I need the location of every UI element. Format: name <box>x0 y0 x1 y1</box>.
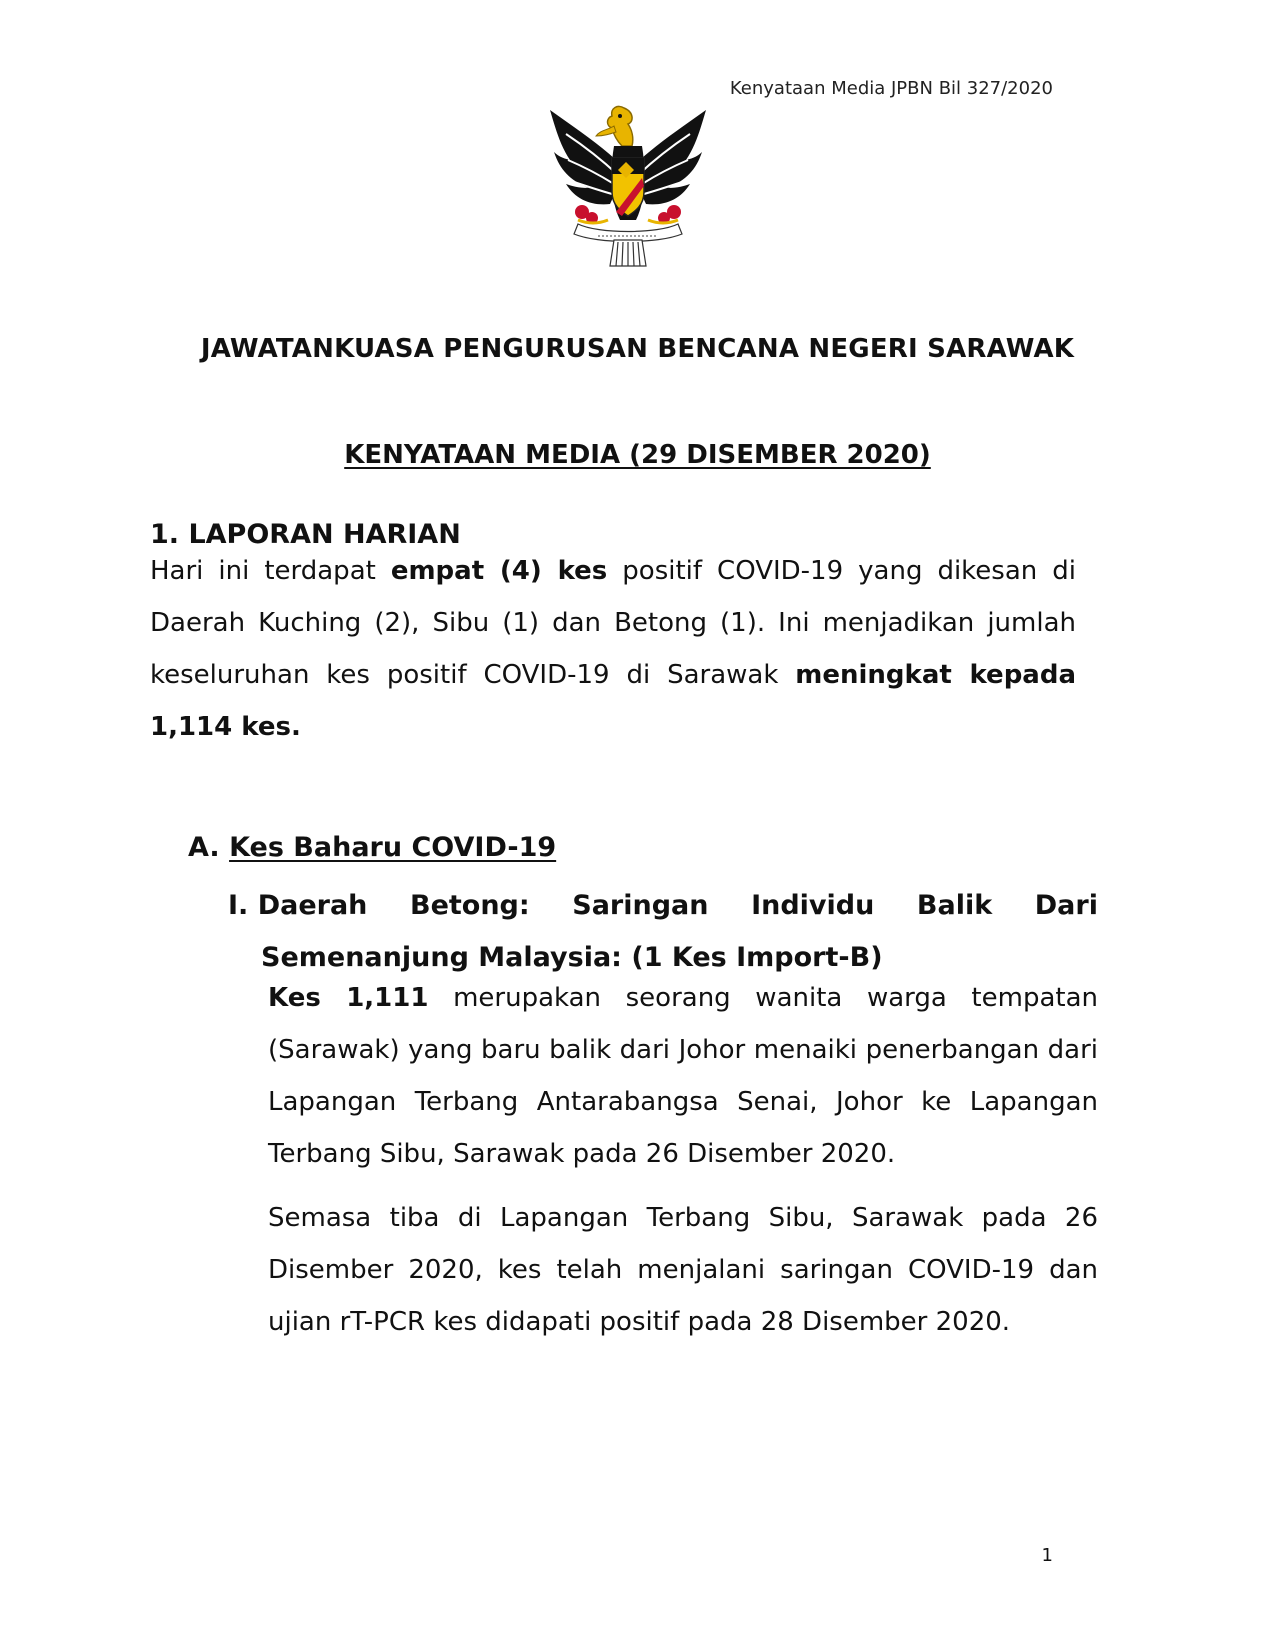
subsection-prefix: A. <box>188 832 230 863</box>
organisation-title: JAWATANKUASA PENGURUSAN BENCANA NEGERI SARAWAK <box>200 334 1075 364</box>
heading-word: I. Daerah <box>228 890 368 921</box>
heading-word: Balik <box>916 890 993 921</box>
case-paragraph-1 <box>268 972 1098 1180</box>
subsection-a-heading <box>188 832 556 863</box>
page-number: 1 <box>1041 1545 1053 1566</box>
case-id-emphasis: Kes 1,111 <box>268 983 429 1013</box>
heading-word: Dari <box>1034 890 1098 921</box>
document-reference: Kenyataan Media JPBN Bil 327/2020 <box>729 78 1053 99</box>
section-heading: 1. LAPORAN HARIAN <box>150 519 461 550</box>
daily-report-paragraph <box>150 545 1076 753</box>
statement-title-text: KENYATAAN MEDIA (29 DISEMBER 2020) <box>344 440 931 470</box>
text-run: Hari ini terdapat <box>150 556 391 586</box>
subsection-label: Kes Baharu COVID-19 <box>229 832 557 863</box>
total-emphasis: meningkat kepada 1,114 kes. <box>150 660 1077 742</box>
sarawak-coat-of-arms-icon <box>548 100 708 270</box>
subsection-i-line2: Semenanjung Malaysia: (1 Kes Import-B) <box>261 942 883 973</box>
statement-title <box>0 440 1275 470</box>
text-run: merupakan seorang wanita warga tempatan (Sarawak) yang baru balik dari Johor menaiki penerbangan dari Lapangan Terbang Antarabangsa Senai, Johor ke Lapangan Terbang Sibu, Sarawak pada 26 Disember 2020. <box>268 983 1098 1169</box>
text-run: positif COVID-19 yang dikesan di Daerah Kuching (2), Sibu (1) dan Betong (1). Ini menjadikan jumlah keseluruhan kes positif COVID-19 di Sarawak <box>150 556 1076 690</box>
case-count-emphasis: empat (4) kes <box>390 556 608 586</box>
subsection-i-heading <box>228 880 1098 984</box>
heading-word: Saringan <box>572 890 709 921</box>
case-paragraph-2: Semasa tiba di Lapangan Terbang Sibu, Sarawak pada 26 Disember 2020, kes telah menjalani saringan COVID-19 dan ujian rT-PCR kes didapati positif pada 28 Disember 2020. <box>268 1203 1098 1337</box>
heading-word: Betong: <box>409 890 530 921</box>
subsection-i-line1 <box>228 880 1098 932</box>
heading-word: Individu <box>751 890 875 921</box>
